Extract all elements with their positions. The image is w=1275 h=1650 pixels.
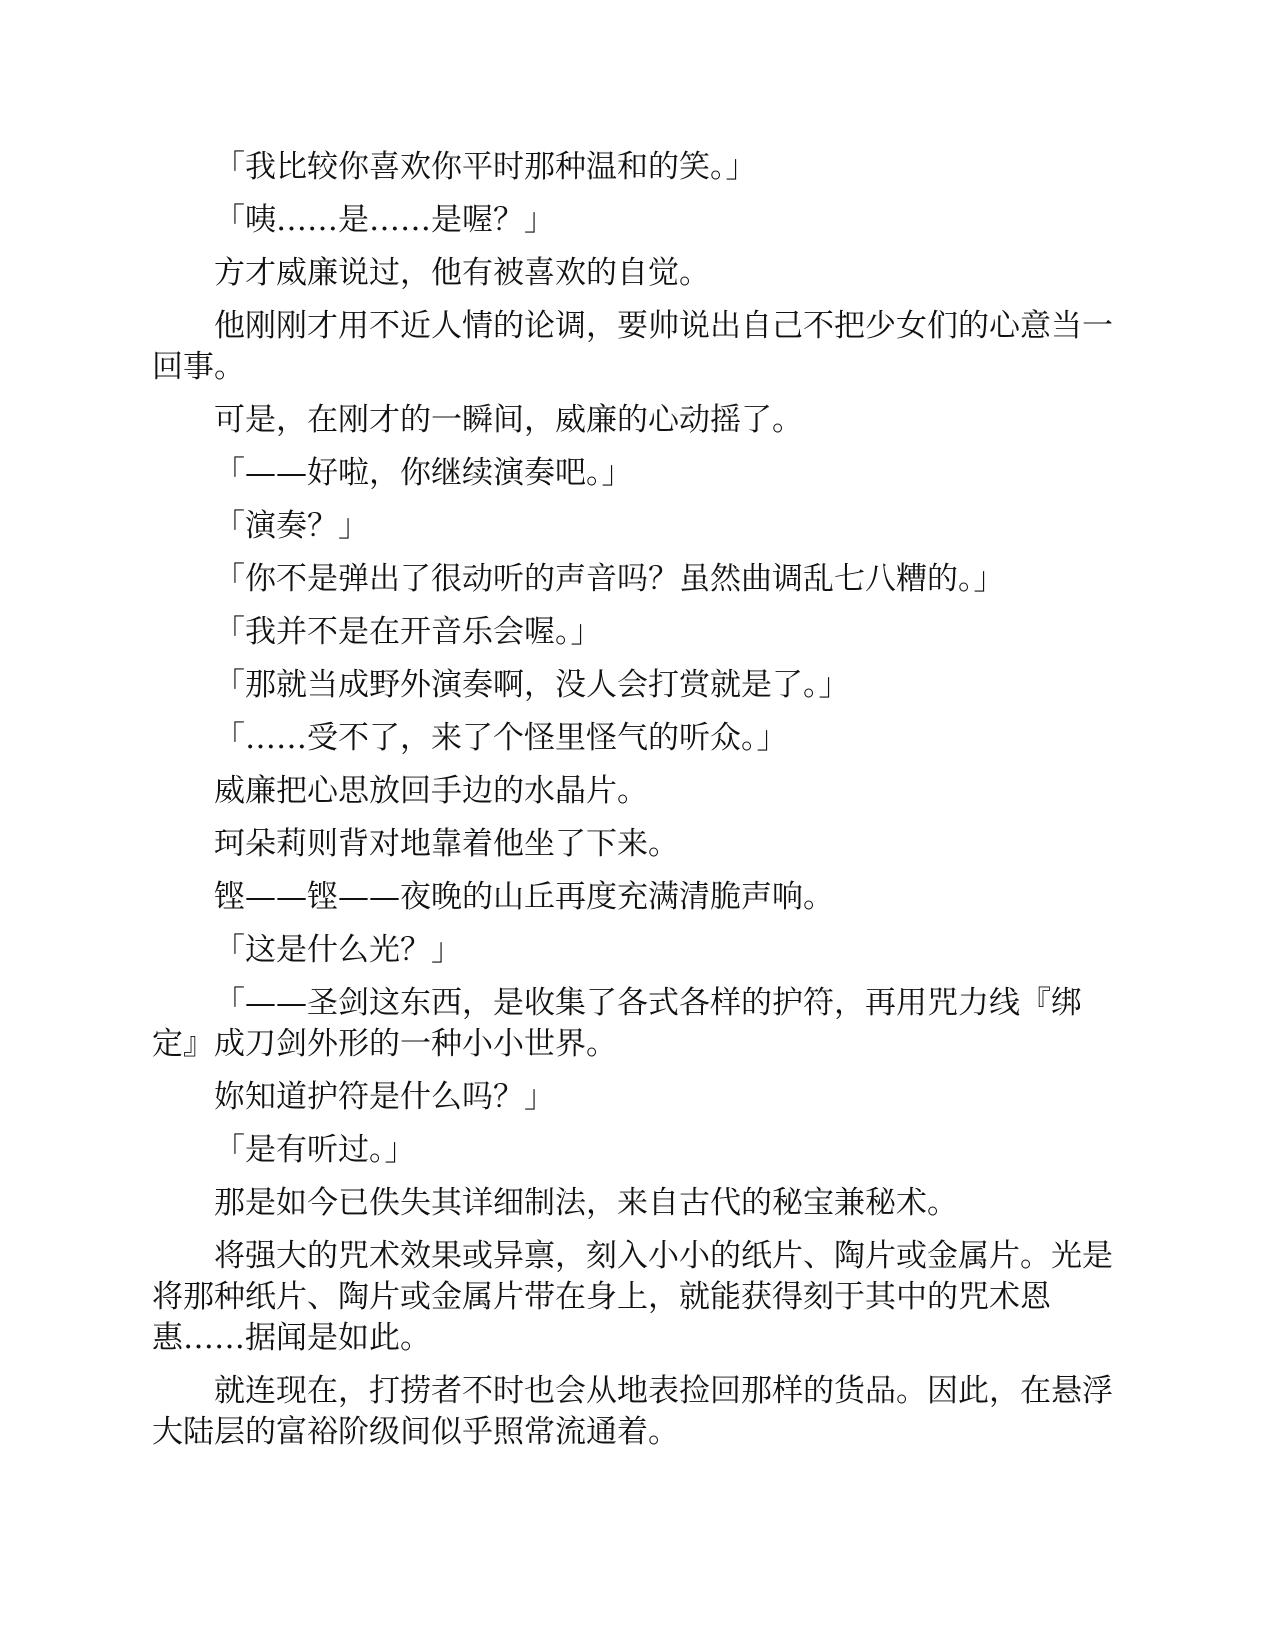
paragraph: 「那就当成野外演奏啊，没人会打赏就是了。」: [214, 667, 850, 703]
paragraph: 方才威廉说过，他有被喜欢的自觉。: [214, 255, 710, 291]
paragraph: 威廉把心思放回手边的水晶片。: [214, 773, 648, 809]
paragraph: 珂朵莉则背对地靠着他坐了下来。: [214, 826, 679, 862]
paragraph: 妳知道护符是什么吗？」: [214, 1079, 555, 1115]
paragraph: 铿——铿——夜晚的山丘再度充满清脆声响。: [214, 879, 834, 915]
paragraph: 「你不是弹出了很动听的声音吗？虽然曲调乱七八糟的。」: [214, 561, 1005, 597]
paragraph: 「我比较你喜欢你平时那种温和的笑。」: [214, 149, 757, 185]
paragraph: 「演奏？」: [214, 508, 369, 544]
paragraph: 那是如今已佚失其详细制法，来自古代的秘宝兼秘术。: [214, 1185, 958, 1221]
body-text: [152, 147, 1122, 1465]
paragraph: 「……受不了，来了个怪里怪气的听众。」: [214, 720, 788, 756]
paragraph: 就连现在，打捞者不时也会从地表捡回那样的货品。因此，在悬浮大陆层的富裕阶级间似乎照常流通着。: [152, 1373, 1113, 1450]
paragraph: 「是有听过。」: [214, 1132, 416, 1168]
paragraph: 可是，在刚才的一瞬间，威廉的心动摇了。: [214, 402, 803, 438]
paragraph: 将强大的咒术效果或异禀，刻入小小的纸片、陶片或金属片。光是将那种纸片、陶片或金属片带在身上，就能获得刻于其中的咒术恩惠……据闻是如此。: [152, 1238, 1113, 1356]
paragraph: 「咦……是……是喔？」: [214, 202, 555, 238]
paragraph: 「这是什么光？」: [214, 932, 462, 968]
paragraph: 他刚刚才用不近人情的论调，要帅说出自己不把少女们的心意当一回事。: [152, 308, 1113, 385]
paragraph: 「我并不是在开音乐会喔。」: [214, 614, 602, 650]
paragraph: 「——圣剑这东西，是收集了各式各样的护符，再用咒力线『绑定』成刀剑外形的一种小小世界。: [152, 985, 1082, 1062]
paragraph: 「——好啦，你继续演奏吧。」: [214, 455, 633, 491]
